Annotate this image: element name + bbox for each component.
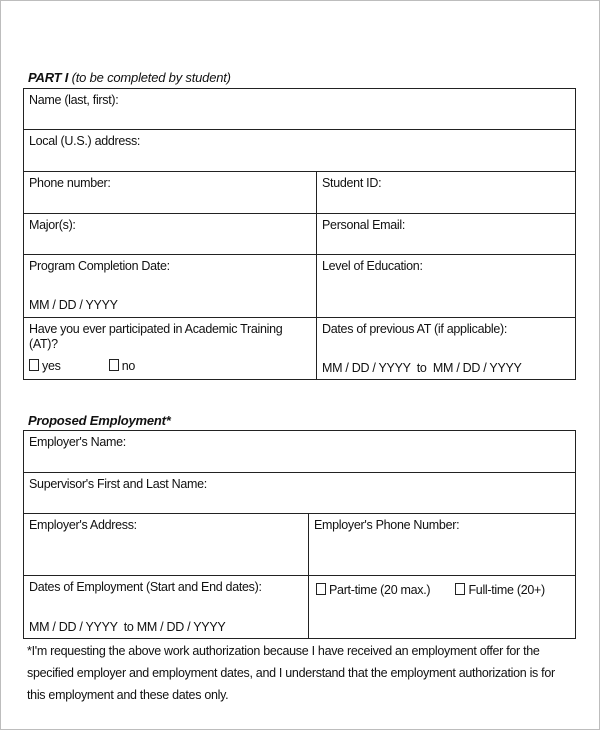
previous-at-format: MM / DD / YYYY to MM / DD / YYYY	[322, 361, 522, 375]
employer-name-field[interactable]	[24, 431, 576, 473]
employer-address-label: Employer's Address:	[29, 518, 137, 532]
part1-title	[28, 70, 231, 85]
supervisor-name-field[interactable]	[24, 473, 576, 514]
at-question-field	[24, 318, 317, 380]
student-info-table	[23, 88, 576, 380]
part1-title-bold: PART I	[28, 70, 69, 85]
completion-date-format: MM / DD / YYYY	[29, 298, 118, 312]
employment-dates-field[interactable]	[24, 576, 309, 639]
employment-table	[23, 430, 576, 639]
address-label: Local (U.S.) address:	[29, 134, 141, 148]
completion-date-field[interactable]	[24, 255, 317, 318]
checkbox-icon[interactable]	[455, 583, 465, 595]
employer-address-field[interactable]	[24, 514, 309, 576]
phone-label: Phone number:	[29, 176, 111, 190]
full-time-label: Full-time (20+)	[468, 583, 545, 597]
at-no-label: no	[121, 359, 136, 373]
student-id-field[interactable]	[317, 172, 576, 214]
email-label: Personal Email:	[322, 218, 406, 232]
checkbox-icon[interactable]	[316, 583, 326, 595]
at-yes-label: yes	[42, 359, 61, 373]
address-field[interactable]	[24, 130, 576, 172]
part1-title-rest: (to be completed by student)	[68, 70, 231, 85]
full-time-option[interactable]	[455, 583, 544, 598]
employment-type-field	[309, 576, 576, 639]
completion-date-label: Program Completion Date:	[29, 259, 170, 273]
education-level-label: Level of Education:	[322, 259, 423, 273]
education-level-field[interactable]	[317, 255, 576, 318]
employer-name-label: Employer's Name:	[29, 435, 126, 449]
employment-dates-label: Dates of Employment (Start and End dates):	[29, 580, 262, 594]
majors-label: Major(s):	[29, 218, 76, 232]
phone-field[interactable]	[24, 172, 317, 214]
employer-phone-label: Employer's Phone Number:	[314, 518, 460, 532]
authorization-statement: *I'm requesting the above work authorization because I have received an employment offer for the specified employer and employment dates, and I understand that the employment authorization is for this employment and these dates only.	[27, 644, 555, 702]
previous-at-label: Dates of previous AT (if applicable):	[322, 322, 508, 336]
part-time-label: Part-time (20 max.)	[329, 583, 431, 597]
majors-field[interactable]	[24, 214, 317, 255]
supervisor-name-label: Supervisor's First and Last Name:	[29, 477, 207, 491]
name-field[interactable]	[24, 89, 576, 130]
at-no-option[interactable]	[109, 359, 135, 374]
employment-title: Proposed Employment*	[28, 413, 171, 428]
email-field[interactable]	[317, 214, 576, 255]
checkbox-icon[interactable]	[109, 359, 119, 371]
student-id-label: Student ID:	[322, 176, 382, 190]
at-question-label: Have you ever participated in Academic Training (AT)?	[29, 322, 283, 351]
at-yes-option[interactable]	[29, 359, 61, 374]
checkbox-icon[interactable]	[29, 359, 39, 371]
part-time-option[interactable]	[316, 583, 430, 598]
employer-phone-field[interactable]	[309, 514, 576, 576]
name-label: Name (last, first):	[29, 93, 119, 107]
previous-at-dates-field[interactable]	[317, 318, 576, 380]
employment-dates-format: MM / DD / YYYY to MM / DD / YYYY	[29, 620, 226, 634]
